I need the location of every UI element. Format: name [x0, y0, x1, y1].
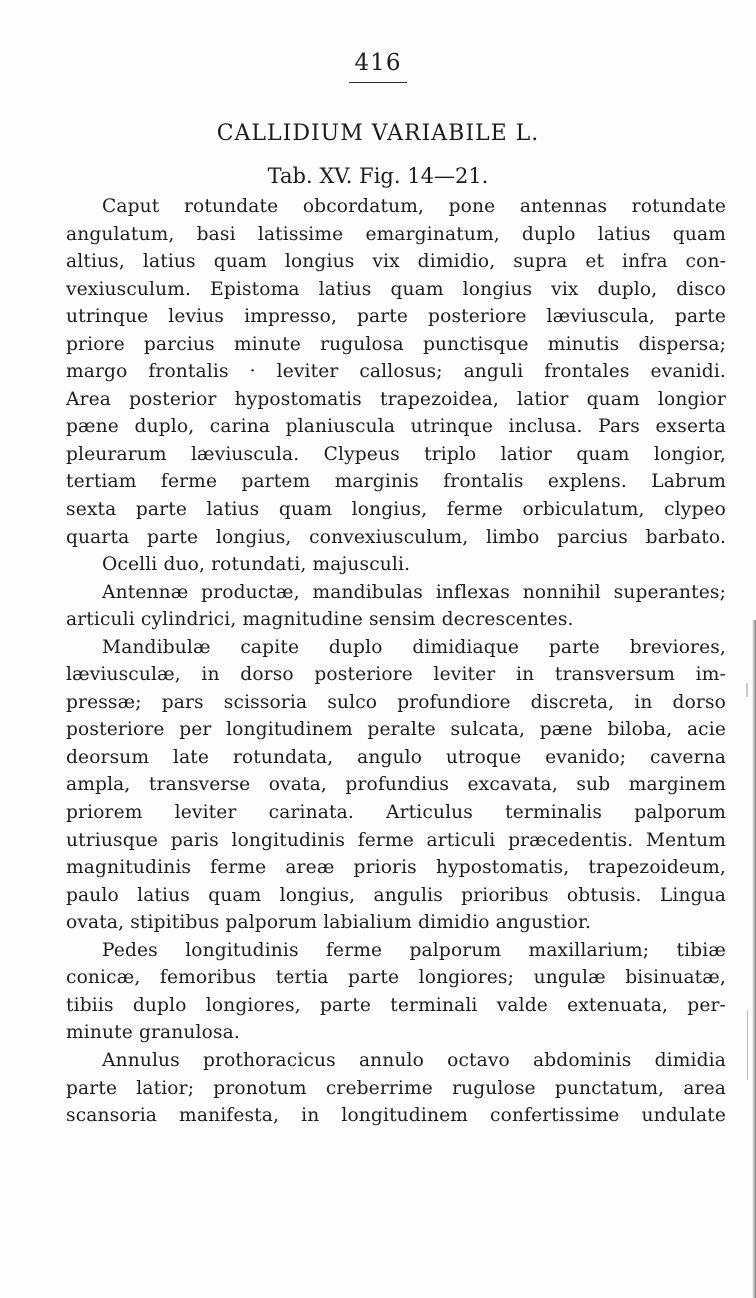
page-number: 416 [354, 50, 402, 76]
text-line: Caput rotundate obcordatum, pone antennas rotundate [102, 196, 726, 217]
text-line: minute granulosa. [66, 1022, 240, 1044]
text-line: pleurarum læviuscula. Clypeus triplo latior quam longior, [66, 443, 726, 465]
page-edge-shadow [752, 620, 756, 1298]
text-line: tibiis duplo longiores, parte terminali valde extenuata, per- [66, 994, 726, 1016]
page-edge-mark [746, 683, 748, 697]
text-line: deorsum late rotundata, angulo utroque evanido; caverna [66, 746, 726, 768]
text-line: utriusque paris longitudinis ferme articuli præcedentis. Mentum [66, 829, 726, 851]
plate-reference: Tab. XV. Fig. 14—21. [267, 164, 489, 188]
text-line: quarta parte longius, convexiusculum, limbo parcius barbato. [66, 526, 726, 548]
text-line: articuli cylindrici, magnitudine sensim decrescentes. [66, 609, 574, 631]
text-line: læviusculæ, in dorso posteriore leviter in transversum im- [66, 664, 726, 686]
text-line: margo frontalis · leviter callosus; anguli frontales evanidi. [66, 361, 726, 383]
text-line: utrinque levius impresso, parte posteriore læviuscula, parte [66, 306, 726, 328]
text-line: priorem leviter carinata. Articulus terminalis palporum [66, 802, 726, 824]
text-line: Antennæ productæ, mandibulas inflexas nonnihil superantes; [102, 581, 726, 603]
text-line: posteriore per longitudinem peralte sulcata, pæne biloba, acie [66, 719, 726, 741]
text-line: sexta parte latius quam longius, ferme orbiculatum, clypeo [66, 499, 726, 521]
text-line: ovata, stipitibus palporum labialium dimidio angustior. [66, 912, 592, 934]
text-line: Mandibulæ capite duplo dimidiaque parte breviores, [102, 636, 726, 658]
text-line: scansoria manifesta, in longitudinem confertissime undulate [66, 1105, 726, 1127]
description-text [66, 193, 726, 1130]
text-line: Pedes longitudinis ferme palporum maxillarium; tibiæ [102, 939, 726, 961]
text-line: tertiam ferme partem marginis frontalis explens. Labrum [66, 471, 726, 493]
text-line: priore parcius minute rugulosa punctisque minutis dispersa; [66, 333, 726, 355]
text-line: angulatum, basi latissime emarginatum, duplo latius quam [66, 223, 726, 245]
text-line: ampla, transverse ovata, profundius excavata, sub marginem [66, 774, 726, 796]
text-line: parte latior; pronotum creberrime rugulose punctatum, area [66, 1077, 726, 1099]
text-line: altius, latius quam longius vix dimidio, supra et infra con- [66, 251, 726, 273]
text-line: magnitudinis ferme areæ prioris hypostomatis, trapezoideum, [66, 857, 726, 879]
page-number-underline [349, 82, 407, 83]
species-heading: CALLIDIUM VARIABILE L. [216, 121, 540, 146]
text-line: Annulus prothoracicus annulo octavo abdominis dimidia [102, 1049, 726, 1071]
page-edge-mark [747, 1010, 748, 1080]
text-line: paulo latius quam longius, angulis prioribus obtusis. Lingua [66, 884, 726, 906]
text-line: Ocelli duo, rotundati, majusculi. [102, 554, 411, 576]
text-line: vexiusculum. Epistoma latius quam longius vix duplo, disco [66, 278, 726, 300]
text-line: pressæ; pars scissoria sulco profundiore discreta, in dorso [66, 691, 726, 713]
text-line: Area posterior hypostomatis trapezoidea, latior quam longior [66, 388, 726, 410]
text-line: conicæ, femoribus tertia parte longiores; ungulæ bisinuatæ, [66, 967, 726, 989]
text-line: pæne duplo, carina planiuscula utrinque inclusa. Pars exserta [66, 416, 726, 438]
